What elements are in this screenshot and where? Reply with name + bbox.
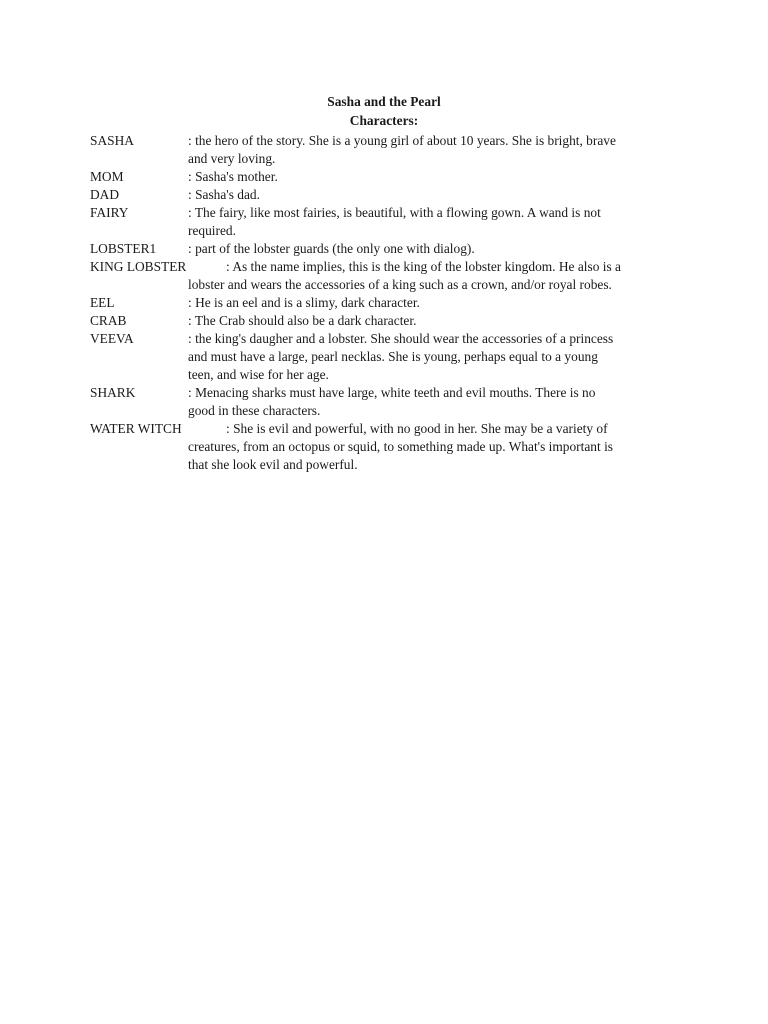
character-name: MOM — [90, 169, 124, 184]
character-description-line: good in these characters. — [188, 403, 321, 418]
character-description-line: : He is an eel and is a slimy, dark character. — [188, 295, 420, 310]
character-description-line: : Menacing sharks must have large, white teeth and evil mouths. There is no — [188, 385, 596, 400]
character-description-line: and very loving. — [188, 151, 276, 166]
character-name: DAD — [90, 187, 120, 202]
character-description-line: : As the name implies, this is the king of the lobster kingdom. He also is a — [226, 259, 621, 274]
document-title: Sasha and the Pearl — [327, 94, 441, 109]
character-description-line: : Sasha's mother. — [188, 169, 278, 184]
character-description-line: that she look evil and powerful. — [188, 457, 358, 472]
character-description-line: : The fairy, like most fairies, is beautiful, with a flowing gown. A wand is not — [188, 205, 601, 220]
character-name: SHARK — [90, 385, 136, 400]
character-name: KING LOBSTER — [90, 259, 187, 274]
character-description-line: teen, and wise for her age. — [188, 367, 329, 382]
character-name: FAIRY — [90, 205, 129, 220]
character-description-line: and must have a large, pearl necklas. She is young, perhaps equal to a young — [188, 349, 598, 364]
character-description-line: creatures, from an octopus or squid, to something made up. What's important is — [188, 439, 614, 454]
character-description-line: required. — [188, 223, 236, 238]
character-description-line: : the king's daugher and a lobster. She should wear the accessories of a princess — [188, 331, 614, 346]
character-description-line: : She is evil and powerful, with no good in her. She may be a variety of — [226, 421, 608, 436]
character-name: LOBSTER1 — [90, 241, 157, 256]
character-description-line: lobster and wears the accessories of a king such as a crown, and/or royal robes. — [188, 277, 612, 292]
character-description-line: : part of the lobster guards (the only one with dialog). — [188, 241, 475, 256]
character-name: EEL — [90, 295, 115, 310]
character-description-line: : Sasha's dad. — [188, 187, 260, 202]
character-name: WATER WITCH — [90, 421, 182, 436]
character-name: CRAB — [90, 313, 127, 328]
characters-heading: Characters: — [349, 113, 419, 128]
character-name: SASHA — [90, 133, 134, 148]
character-description-line: : the hero of the story. She is a young girl of about 10 years. She is bright, brave — [188, 133, 616, 148]
character-name: VEEVA — [90, 331, 134, 346]
character-description-line: : The Crab should also be a dark character. — [188, 313, 417, 328]
